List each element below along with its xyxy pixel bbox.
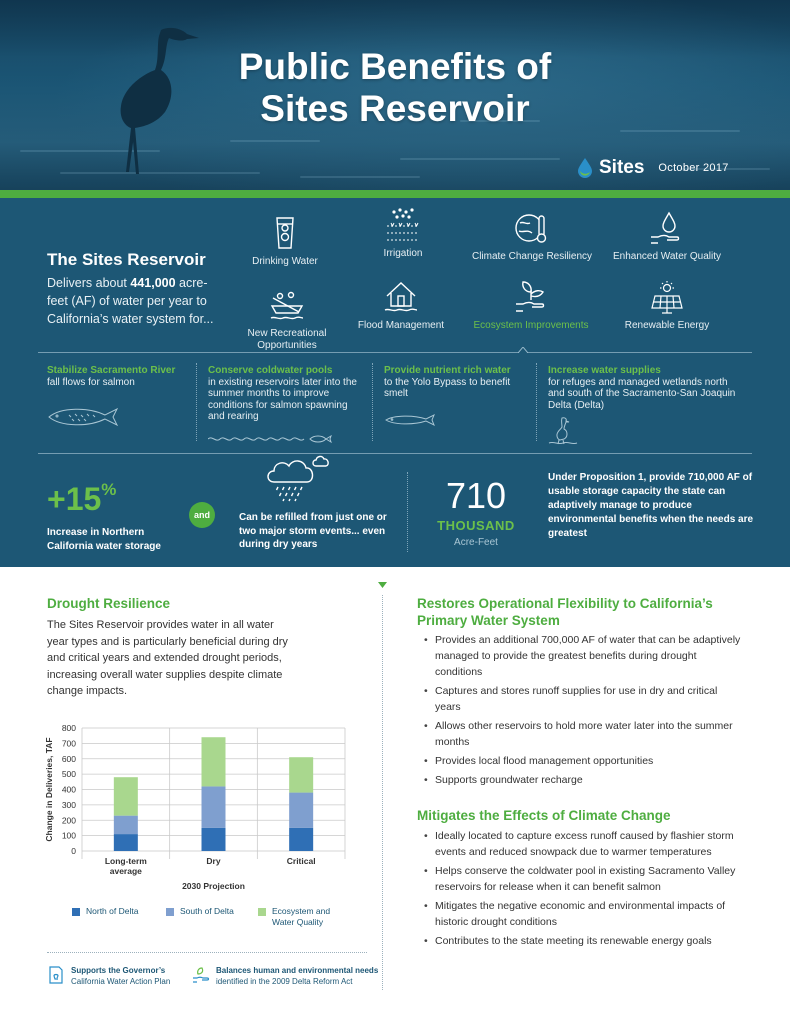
sites-logo-icon	[575, 157, 595, 179]
logo-text: Sites	[599, 157, 645, 178]
triangle-marker-icon	[378, 582, 387, 588]
benefit-flood	[331, 280, 471, 332]
footnote-bold: Balances human and environmental needs	[216, 966, 379, 975]
footnote-text: California Water Action Plan	[71, 976, 171, 986]
flexibility-list	[424, 632, 744, 791]
y-tick-label: 300	[61, 799, 76, 810]
smelt-icon	[384, 413, 436, 427]
and-badge: and	[189, 502, 215, 528]
y-tick-label: 700	[61, 738, 76, 749]
footnote-text: identified in the 2009 Delta Reform Act	[216, 976, 353, 986]
eco-column-lead: Provide nutrient rich water	[384, 365, 511, 376]
flood-icon	[383, 280, 419, 314]
capacity-unit: THOUSAND	[437, 518, 515, 533]
benefit-water-quality	[597, 211, 737, 263]
divider-line	[38, 352, 752, 353]
proposition-text: Under Proposition 1, provide 710,000 AF of usable storage capacity the state can adaptively manage to produce environmental benefits when the needs are greatest	[548, 472, 754, 539]
benefit-irrigation	[333, 208, 473, 260]
list-item: • Allows other reservoirs to hold more water later into the summer months	[424, 718, 744, 750]
legend-swatch	[258, 908, 266, 916]
intro-text	[47, 274, 227, 328]
hand-leaf-icon	[192, 966, 210, 984]
rain-cloud-icon	[264, 454, 334, 502]
bird-icon	[548, 415, 578, 445]
eco-column-lead: Increase water supplies	[548, 365, 661, 376]
list-item: • Mitigates the negative economic and environmental impacts of historic drought conditions	[424, 898, 744, 930]
capacity-subunit: Acre-Feet	[454, 537, 498, 548]
benefit-climate	[462, 211, 602, 263]
benefit-label: Climate Change Resiliency	[471, 251, 593, 262]
benefit-label: Drinking Water	[252, 256, 318, 267]
water-quality-icon	[649, 211, 685, 245]
bar-segment	[289, 828, 313, 851]
irrigation-icon	[385, 208, 421, 242]
legend-north	[72, 906, 138, 917]
storage-increase-caption: Increase in Northern California water storage	[47, 527, 161, 552]
y-tick-label: 800	[61, 723, 76, 733]
column-divider	[536, 363, 537, 441]
flexibility-title-line-2: Primary Water System	[417, 613, 560, 628]
y-tick-label: 100	[61, 830, 76, 841]
drought-text: The Sites Reservoir provides water in all water year types and is particularly beneficial during dry and critical years and extended drought periods, increasing overall water supplies despite climate change impacts.	[47, 619, 288, 697]
refill-text: Can be refilled from just one or two major storm events... even during dry years	[239, 512, 387, 550]
flexibility-title-line-1: Restores Operational Flexibility to California’s	[417, 596, 713, 611]
column-divider	[382, 595, 383, 990]
climate-title: Mitigates the Effects of Climate Change	[417, 808, 671, 823]
eco-column-3	[384, 365, 524, 427]
flexibility-title	[417, 595, 713, 629]
column-divider	[372, 363, 373, 441]
bar-segment	[202, 737, 226, 786]
legend-swatch	[72, 908, 80, 916]
legend-label: Ecosystem and Water Quality	[272, 906, 331, 927]
y-tick-label: 400	[61, 784, 76, 795]
eco-column-lead: Conserve coldwater pools	[208, 365, 333, 376]
climate-icon	[514, 211, 550, 245]
bar-segment	[289, 757, 313, 792]
eco-column-2	[208, 365, 363, 445]
x-tick-label: Long-term	[104, 856, 147, 866]
legend-ecosystem	[258, 906, 344, 928]
bar-segment	[289, 793, 313, 828]
title-line-1: Public Benefits of	[238, 46, 552, 87]
climate-list	[424, 828, 744, 952]
eco-column-text: to the Yolo Bypass to benefit smelt	[384, 376, 511, 399]
list-item: • Supports groundwater recharge	[424, 772, 744, 788]
legend-label: South of Delta	[180, 906, 234, 916]
drinking-water-icon	[267, 216, 303, 250]
x-tick-label: Critical	[286, 856, 316, 866]
x-tick-label: Dry	[206, 856, 221, 866]
legend-south	[166, 906, 234, 917]
benefit-label: Renewable Energy	[624, 320, 710, 331]
legend-label: North of Delta	[86, 906, 139, 916]
brand	[575, 157, 729, 179]
y-tick-label: 200	[61, 815, 76, 826]
footnote-divider	[47, 952, 367, 953]
benefit-renewable	[597, 280, 737, 332]
footnote-bold: Supports the Governor’s	[71, 966, 166, 975]
eco-column-text: fall flows for salmon	[47, 376, 135, 388]
y-tick-label: 600	[61, 753, 76, 764]
eco-column-text: in existing reservoirs later into the summer months to improve conditions for salmon spawning and rearing	[208, 376, 357, 422]
intro-title: The Sites Reservoir	[47, 250, 206, 269]
x-axis-label: 2030 Projection	[182, 881, 245, 891]
y-tick-label: 500	[61, 769, 76, 780]
drought-title: Drought Resilience	[47, 596, 171, 611]
capacity-number: 710	[445, 475, 507, 516]
y-tick-label: 0	[71, 846, 76, 856]
bar-segment	[114, 777, 138, 815]
legend-swatch	[166, 908, 174, 916]
caret-pointer-icon	[518, 347, 528, 353]
list-item: • Provides an additional 700,000 AF of water that can be adaptively managed to provide the greatest benefits during drought conditions	[424, 632, 744, 680]
list-item: • Helps conserve the coldwater pool in existing Sacramento Valley reservoirs for release when it can benefit salmon	[424, 863, 744, 895]
bar-segment	[114, 816, 138, 834]
recycle-document-icon	[47, 966, 65, 984]
benefit-label: Flood Management	[357, 320, 445, 331]
footnote-delta-reform	[192, 966, 378, 987]
intro-text-start: Delivers about	[47, 276, 131, 290]
list-item: • Contributes to the state meeting its renewable energy goals	[424, 933, 744, 949]
benefit-label: Ecosystem Improvements	[473, 320, 589, 331]
salmon-icon	[47, 405, 119, 429]
green-divider-bar	[0, 190, 790, 198]
solar-icon	[649, 280, 685, 314]
recreation-icon	[269, 288, 305, 322]
list-item: • Ideally located to capture excess runoff caused by flashier storm events and reduced snowpack due to warmer temperatures	[424, 828, 744, 860]
list-item: • Provides local flood management opportunities	[424, 753, 744, 769]
bar-segment	[202, 786, 226, 828]
benefits-panel	[0, 198, 790, 567]
hero-banner	[0, 0, 790, 190]
page-title	[0, 46, 790, 130]
benefit-ecosystem	[461, 280, 601, 332]
publication-date: October 2017	[658, 162, 729, 174]
eco-column-4	[548, 365, 738, 445]
intro-text-end: acre-feet (AF) of water per year to California’s water system for...	[47, 276, 214, 326]
benefit-label: Irrigation	[383, 248, 423, 259]
increase-value: +15	[47, 481, 102, 517]
eco-column-text: for refuges and managed wetlands north and south of the Sacramento-San Joaquin Delta (Delta)	[548, 376, 736, 411]
bar-segment	[114, 834, 138, 851]
intro-text-bold: 441,000	[130, 276, 176, 290]
ecosystem-icon	[513, 280, 549, 314]
list-item: • Captures and stores runoff supplies for use in dry and critical years	[424, 683, 744, 715]
waves-fish-icon	[208, 433, 333, 445]
y-axis-label: Change in Deliveries, TAF	[44, 737, 54, 842]
storage-increase-stat	[47, 481, 116, 518]
x-tick-label: average	[109, 866, 142, 876]
title-line-2: Sites Reservoir	[260, 88, 530, 129]
eco-column-lead: Stabilize Sacramento River	[47, 365, 176, 376]
column-divider	[407, 472, 408, 552]
benefit-label: New Recreational Opportunities	[247, 328, 327, 351]
eco-column-1	[47, 365, 187, 429]
increase-unit: %	[101, 480, 117, 500]
bar-segment	[202, 828, 226, 851]
footnote-action-plan	[47, 966, 170, 987]
column-divider	[196, 363, 197, 441]
benefit-label: Enhanced Water Quality	[612, 251, 722, 262]
divider-line	[38, 453, 752, 454]
